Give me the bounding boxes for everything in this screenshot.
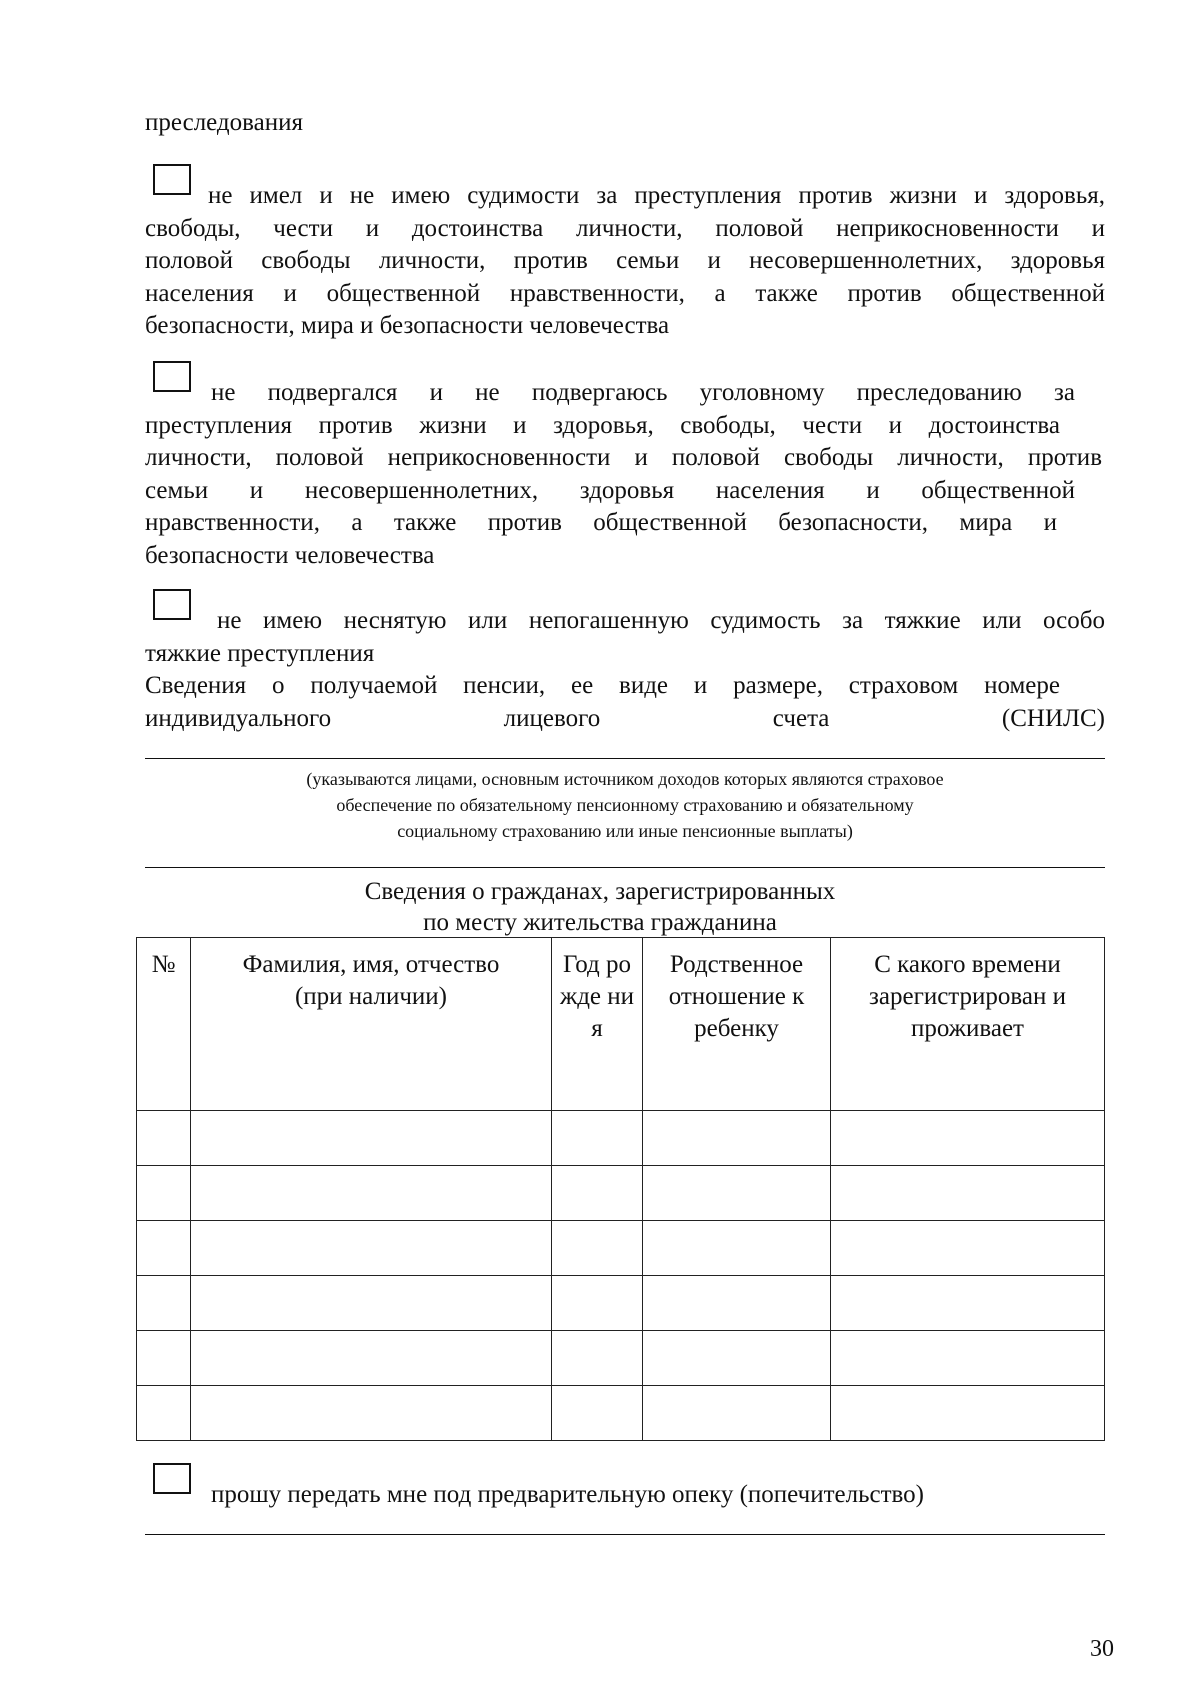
registered-caption-line: по месту жительства гражданина xyxy=(423,909,777,936)
table-cell[interactable] xyxy=(831,1331,1105,1386)
table-cell[interactable] xyxy=(831,1166,1105,1221)
table-cell[interactable] xyxy=(831,1221,1105,1276)
table-cell[interactable] xyxy=(137,1221,191,1276)
item1-line: свободы, чести и достоинства личности, половой неприкосновенности и xyxy=(145,214,1105,242)
pension-note-line: (указываются лицами, основным источником доходов которых являются страховое xyxy=(306,769,944,789)
table-cell[interactable] xyxy=(552,1111,643,1166)
registered-citizens-table xyxy=(136,937,1105,1441)
pension-text xyxy=(145,670,1105,735)
table-cell[interactable] xyxy=(191,1331,552,1386)
item2-line: семьи и несовершеннолетних, здоровья населения и общественной xyxy=(145,476,1075,504)
table-cell[interactable] xyxy=(643,1386,831,1441)
item2-line: личности, половой неприкосновенности и половой свободы личности, против xyxy=(145,444,1102,471)
column-header-number: № xyxy=(137,938,191,1111)
pension-note-line: социальному страхованию или иные пенсионные выплаты) xyxy=(397,821,853,841)
column-header-birth-year: Год рожде ния xyxy=(552,938,643,1111)
item1-text xyxy=(145,180,1105,343)
table-cell[interactable] xyxy=(831,1276,1105,1331)
table-row xyxy=(137,1331,1105,1386)
item3-line: тяжкие преступления xyxy=(145,639,375,667)
table-cell[interactable] xyxy=(643,1331,831,1386)
table-cell[interactable] xyxy=(137,1111,191,1166)
registered-caption-line: Сведения о гражданах, зарегистрированных xyxy=(364,878,836,905)
table-cell[interactable] xyxy=(191,1111,552,1166)
item2-line: нравственности, а также против общественной безопасности, мира и xyxy=(145,509,1057,536)
item1-line: населения и общественной нравственности, а также против общественной xyxy=(145,279,1105,307)
column-header-relationship: Родственное отношение к ребенку xyxy=(643,938,831,1111)
pension-fill-line[interactable] xyxy=(145,758,1105,759)
table-cell[interactable] xyxy=(831,1386,1105,1441)
item1-line: не имел и не имею судимости за преступления против жизни и здоровья, xyxy=(208,182,1105,209)
item2-line: не подвергался и не подвергаюсь уголовному преследованию за xyxy=(211,379,1075,406)
checkbox-preliminary-guardianship[interactable] xyxy=(153,1463,191,1494)
pension-fill-line-2[interactable] xyxy=(145,867,1105,868)
pension-note xyxy=(145,766,1105,844)
table-cell[interactable] xyxy=(643,1221,831,1276)
table-row xyxy=(137,1221,1105,1276)
table-row xyxy=(137,1111,1105,1166)
registered-caption xyxy=(160,876,1040,938)
continuation-text: преследования xyxy=(145,109,303,136)
table-cell[interactable] xyxy=(552,1331,643,1386)
item3-text xyxy=(145,605,1105,670)
table-cell[interactable] xyxy=(643,1166,831,1221)
table-row xyxy=(137,1166,1105,1221)
table-cell[interactable] xyxy=(552,1221,643,1276)
item2-line: преступления против жизни и здоровья, свободы, чести и достоинства xyxy=(145,411,1060,439)
table-cell[interactable] xyxy=(191,1386,552,1441)
pension-line: Сведения о получаемой пенсии, ее виде и размере, страховом номере xyxy=(145,672,1060,699)
item1-line: половой свободы личности, против семьи и несовершеннолетних, здоровья xyxy=(145,247,1105,274)
table-cell[interactable] xyxy=(643,1276,831,1331)
table-cell[interactable] xyxy=(643,1111,831,1166)
item4-text: прошу передать мне под предварительную опеку (попечительство) xyxy=(211,1481,924,1508)
guardianship-fill-line[interactable] xyxy=(145,1534,1105,1535)
table-row xyxy=(137,1386,1105,1441)
item2-text xyxy=(145,377,1102,572)
table-cell[interactable] xyxy=(191,1166,552,1221)
table-header-row xyxy=(137,938,1105,1111)
table-cell[interactable] xyxy=(137,1386,191,1441)
table-row xyxy=(137,1276,1105,1331)
table-cell[interactable] xyxy=(552,1276,643,1331)
table-cell[interactable] xyxy=(552,1386,643,1441)
column-header-full-name: Фамилия, имя, отчество (при наличии) xyxy=(191,938,552,1111)
pension-line: индивидуального лицевого счета (СНИЛС) xyxy=(145,704,1105,732)
table-cell[interactable] xyxy=(552,1166,643,1221)
column-header-registered-since: С какого времени зарегистрирован и проживает xyxy=(831,938,1105,1111)
item1-line: безопасности, мира и безопасности человечества xyxy=(145,312,670,339)
table-cell[interactable] xyxy=(137,1276,191,1331)
table-cell[interactable] xyxy=(137,1166,191,1221)
page-number: 30 xyxy=(1090,1636,1114,1662)
pension-note-line: обеспечение по обязательному пенсионному страхованию и обязательному xyxy=(336,795,914,815)
table-cell[interactable] xyxy=(831,1111,1105,1166)
item2-line: безопасности человечества xyxy=(145,541,435,569)
table-cell[interactable] xyxy=(191,1276,552,1331)
table-cell[interactable] xyxy=(137,1331,191,1386)
item3-line: не имею неснятую или непогашенную судимость за тяжкие или особо xyxy=(217,607,1105,634)
table-cell[interactable] xyxy=(191,1221,552,1276)
